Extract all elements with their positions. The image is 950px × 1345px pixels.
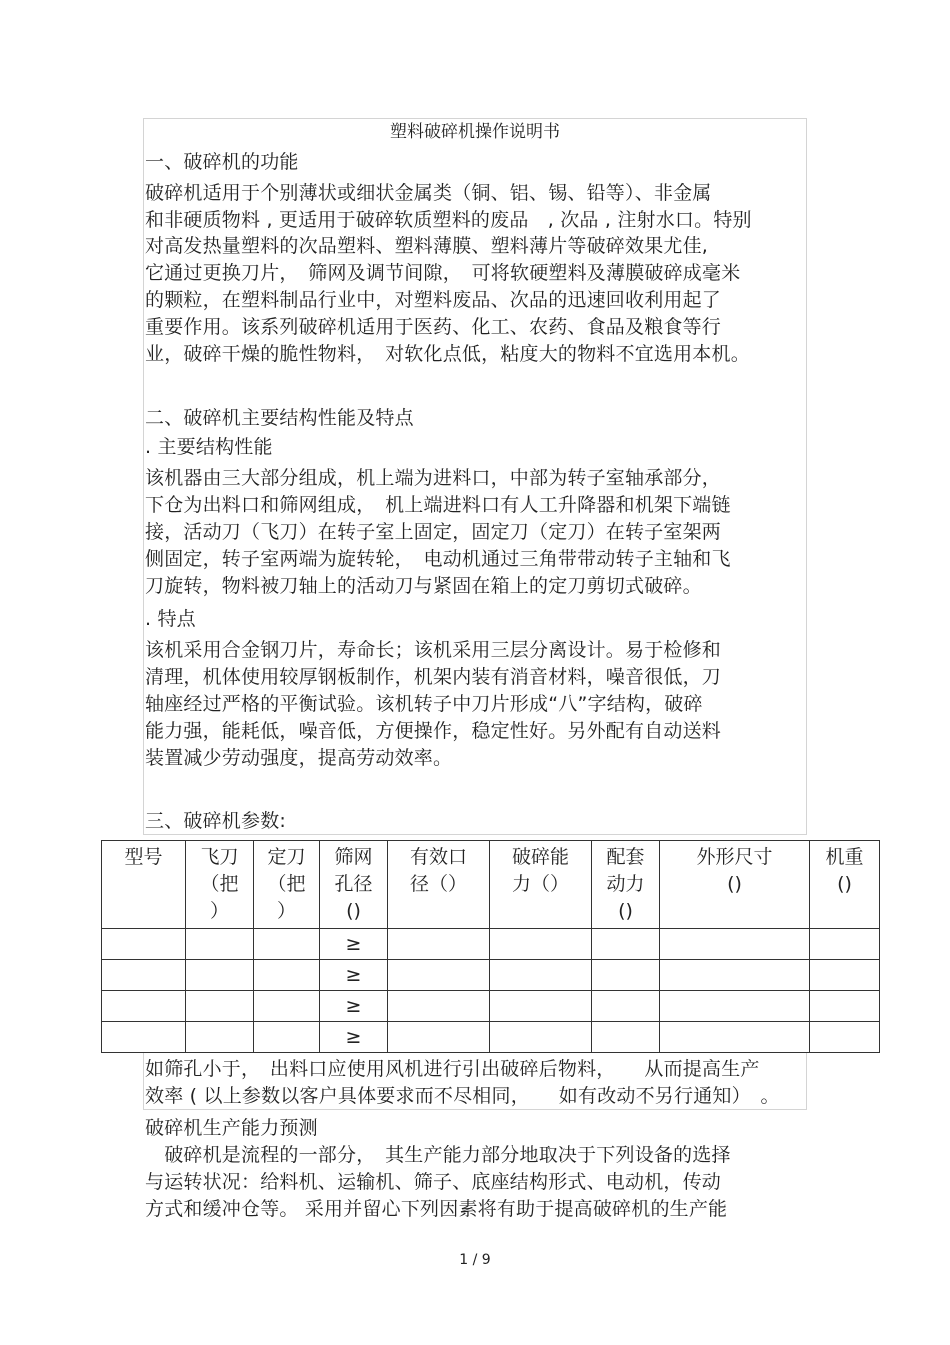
- table-cell: [388, 960, 490, 991]
- table-cell: [388, 1022, 490, 1053]
- table-cell: [186, 1022, 254, 1053]
- subheading-structure: . 主要结构性能: [145, 436, 273, 458]
- paragraph-line: 重要作用。该系列破碎机适用于医药、化工、农药、食品及粮食等行: [145, 316, 722, 338]
- table-cell: [660, 1022, 810, 1053]
- page-number: 1 / 9: [459, 1252, 491, 1268]
- table-cell: ≥: [320, 960, 388, 991]
- table-cell: [490, 991, 592, 1022]
- header-fixed-blades: 定刀 （把 ）: [254, 841, 320, 929]
- table-cell: [254, 991, 320, 1022]
- table-cell: [254, 1022, 320, 1053]
- table-cell: [592, 1022, 660, 1053]
- table-cell: [490, 1022, 592, 1053]
- table-row: [102, 929, 880, 960]
- paragraph-line: 装置减少劳动强度，提高劳动效率。: [145, 747, 453, 769]
- paragraph-line: 与运转状况：给料机、运输机、筛子、底座结构形式、电动机，传动: [145, 1171, 722, 1193]
- table-header-row: [102, 841, 880, 929]
- table-cell: [810, 1022, 880, 1053]
- table-cell: [810, 929, 880, 960]
- table-cell: [660, 991, 810, 1022]
- document-title: 塑料破碎机操作说明书: [390, 122, 560, 142]
- table-cell: [186, 960, 254, 991]
- paragraph-line: 的颗粒，在塑料制品行业中，对塑料废品、次品的迅速回收利用起了: [145, 289, 722, 311]
- paragraph-line: 和非硬质物料 , 更适用于破碎软质塑料的废品 , 次品 , 注射水口。特别: [145, 209, 752, 231]
- table-cell: [254, 929, 320, 960]
- header-rotor-blades: 飞刀 （把 ）: [186, 841, 254, 929]
- table-cell: [660, 929, 810, 960]
- table-cell: [102, 991, 186, 1022]
- paragraph-line: 对高发热量塑料的次品塑料、塑料薄膜、塑料薄片等破碎效果尤佳,: [145, 235, 709, 257]
- header-screen-aperture: 筛网 孔径 (): [320, 841, 388, 929]
- note-line: 如筛孔小于， 出料口应使用风机进行引出破碎后物料， 从而提高生产: [145, 1058, 760, 1080]
- table-cell: ≥: [320, 991, 388, 1022]
- section-heading-function: 一、破碎机的功能: [145, 151, 299, 173]
- paragraph-line: 破碎机适用于个别薄状或细状金属类（铜、铝、锡、铅等）、非金属: [145, 182, 712, 204]
- paragraph-line: 它通过更换刀片， 筛网及调节间隙， 可将软硬塑料及薄膜破碎成毫米: [145, 262, 741, 284]
- table-cell: [810, 960, 880, 991]
- table-cell: [592, 991, 660, 1022]
- header-inlet-size: 有效口 径（）: [388, 841, 490, 929]
- header-dimensions: 外形尺寸 (): [660, 841, 810, 929]
- header-model: 型号: [102, 841, 186, 929]
- table-cell: [254, 960, 320, 991]
- header-weight: 机重 (): [810, 841, 880, 929]
- paragraph-line: 方式和缓冲仓等。 采用并留心下列因素将有助于提高破碎机的生产能: [145, 1198, 728, 1220]
- header-power: 配套 动力 (): [592, 841, 660, 929]
- paragraph-line: 破碎机是流程的一部分， 其生产能力部分地取决于下列设备的选择: [145, 1144, 731, 1166]
- paragraph-line: 轴座经过严格的平衡试验。该机转子中刀片形成“八”字结构，破碎: [145, 693, 703, 715]
- parameters-table: [101, 840, 880, 1053]
- note-line: 效率 ( 以上参数以客户具体要求而不尽相同， 如有改动不另行通知） 。: [145, 1085, 780, 1107]
- table-cell: [810, 991, 880, 1022]
- table-cell: [102, 1022, 186, 1053]
- paragraph-line: 侧固定，转子室两端为旋转轮， 电动机通过三角带带动转子主轴和飞: [145, 548, 731, 570]
- table-cell: [592, 960, 660, 991]
- table-cell: ≥: [320, 1022, 388, 1053]
- table-cell: [186, 991, 254, 1022]
- paragraph-line: 下仓为出料口和筛网组成， 机上端进料口有人工升降器和机架下端链: [145, 494, 731, 516]
- table-cell: ≥: [320, 929, 388, 960]
- paragraph-line: 能力强，能耗低，噪音低，方便操作，稳定性好。另外配有自动送料: [145, 720, 722, 742]
- paragraph-line: 刀旋转，物料被刀轴上的活动刀与紧固在箱上的定刀剪切式破碎。: [145, 575, 702, 597]
- table-cell: [102, 929, 186, 960]
- table-cell: [102, 960, 186, 991]
- table-row: [102, 991, 880, 1022]
- section-heading-capacity: 破碎机生产能力预测: [145, 1117, 318, 1139]
- table-row: [102, 960, 880, 991]
- table-row: [102, 1022, 880, 1053]
- table-cell: [592, 929, 660, 960]
- table-cell: [490, 960, 592, 991]
- section-heading-structure: 二、破碎机主要结构性能及特点: [145, 407, 414, 429]
- paragraph-line: 接，活动刀（飞刀）在转子室上固定，固定刀（定刀）在转子室架两: [145, 521, 722, 543]
- table-cell: [660, 960, 810, 991]
- paragraph-line: 该机器由三大部分组成，机上端为进料口，中部为转子室轴承部分，: [145, 467, 722, 489]
- section-heading-params: 三、破碎机参数:: [145, 810, 287, 832]
- table-cell: [388, 991, 490, 1022]
- subheading-features: . 特点: [145, 608, 196, 630]
- header-capacity: 破碎能 力（）: [490, 841, 592, 929]
- table-cell: [186, 929, 254, 960]
- paragraph-line: 业，破碎干燥的脆性物料， 对软化点低，粘度大的物料不宜选用本机。: [145, 343, 750, 365]
- paragraph-line: 清理，机体使用较厚钢板制作，机架内装有消音材料，噪音很低，刀: [145, 666, 722, 688]
- table-cell: [490, 929, 592, 960]
- table-cell: [388, 929, 490, 960]
- paragraph-line: 该机采用合金钢刀片，寿命长；该机采用三层分离设计。易于检修和: [145, 639, 722, 661]
